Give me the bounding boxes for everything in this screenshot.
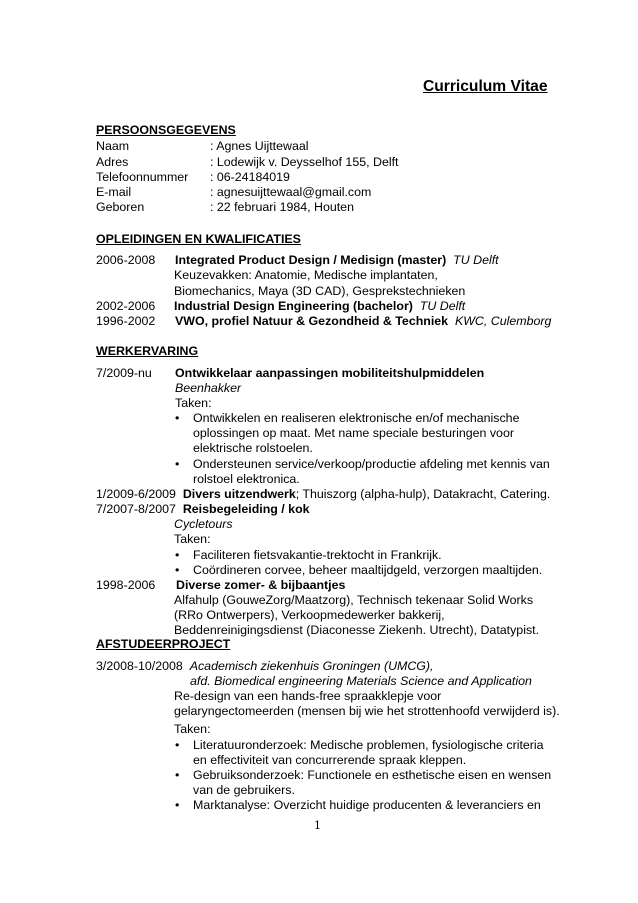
work-title: Reisbegeleiding / kok [182,502,310,516]
personal-value-email: : agnesuijttewaal@gmail.com [210,185,372,199]
graduation-period: 3/2008-10/2008 [96,659,183,673]
document-title: Curriculum Vitae [423,78,548,95]
bullet-icon: • [175,548,180,562]
work-company: Beenhakker [175,381,242,395]
graduation-header [96,659,434,675]
section-heading-education: OPLEIDINGEN EN KWALIFICATIES [96,232,301,246]
education-detail: Biomechanics, Maya (3D CAD), Gesprekstechnieken [174,284,466,298]
graduation-task: van de gebruikers. [193,783,295,797]
bullet-icon: • [175,798,180,812]
work-task: oplossingen op maat. Met name speciale besturingen voor [193,426,514,440]
education-entry [174,299,465,315]
education-institution: TU Delft [453,253,499,267]
graduation-task: Gebruiksonderzoek: Functionele en esthetische eisen en wensen [193,768,552,782]
personal-label-birth: Geboren [96,200,145,214]
education-period: 2002-2006 [96,299,156,313]
work-task: Coördineren corvee, beheer maaltijdgeld, verzorgen maaltijden. [193,563,543,577]
graduation-description: gelaryngectomeerden (mensen bij wie het strottenhoofd verwijderd is). [174,704,560,718]
graduation-tasks-label: Taken: [174,722,211,736]
education-institution: TU Delft [419,299,466,313]
work-detail: (RRo Ontwerpers), Verkoopmedewerker bakkerij, [174,608,445,622]
work-title: Diverse zomer- & bijbaantjes [176,578,346,592]
personal-label-email: E-mail [96,185,132,199]
education-entry [175,253,499,269]
personal-value-phone: : 06-24184019 [210,170,290,184]
work-task: elektrische rolstoelen. [193,441,313,455]
graduation-task: Marktanalyse: Overzicht huidige producenten & leveranciers en [193,798,541,812]
work-company: Cycletours [174,517,233,531]
education-title: Industrial Design Engineering (bachelor) [174,299,413,313]
education-institution: KWC, Culemborg [454,314,552,328]
personal-value-address: : Lodewijk v. Deysselhof 155, Delft [210,155,399,169]
work-entry [96,487,550,503]
education-period: 1996-2002 [96,314,156,328]
work-task: rolstoel elektronica. [193,472,300,486]
graduation-department: afd. Biomedical engineering Materials Science and Application [190,674,532,688]
work-tasks-label: Taken: [174,532,211,546]
work-title: Ontwikkelaar aanpassingen mobiliteitshulpmiddelen [175,366,485,380]
education-period: 2006-2008 [96,253,156,267]
graduation-description: Re-design van een hands-free spraakklepje voor [174,689,442,703]
bullet-icon: • [175,411,180,425]
personal-label-address: Adres [96,155,129,169]
work-detail: Beddenreinigingsdienst (Diaconesse Ziekenh. Utrecht), Datatypist. [174,623,540,637]
work-tasks-label: Taken: [175,396,212,410]
work-task: Ontwikkelen en realiseren elektronische en/of mechanische [193,411,520,425]
work-title: Divers uitzendwerk [182,487,296,501]
personal-value-name: : Agnes Uijttewaal [210,139,309,153]
work-task: Ondersteunen service/verkoop/productie afdeling met kennis van [193,457,550,471]
bullet-icon: • [175,738,180,752]
personal-label-name: Naam [96,139,130,153]
section-heading-graduation: AFSTUDEERPROJECT [96,637,231,651]
personal-value-birth: : 22 februari 1984, Houten [210,200,354,214]
education-title: VWO, profiel Natuur & Gezondheid & Techniek [175,314,449,328]
work-entry [96,502,310,518]
work-period: 7/2007-8/2007 [96,502,176,516]
graduation-task: en effectiviteit van concurrerende spraak kleppen. [193,753,467,767]
bullet-icon: • [175,563,180,577]
section-heading-work: WERKERVARING [96,344,199,358]
work-description: ; Thuiszorg (alpha-hulp), Datakracht, Catering. [295,487,551,501]
work-task: Faciliteren fietsvakantie-trektocht in Frankrijk. [193,548,442,562]
work-detail: Alfahulp (GouweZorg/Maatzorg), Technisch tekenaar Solid Works [174,593,534,607]
page-number: 1 [314,819,321,832]
work-period: 1998-2006 [96,578,156,592]
education-entry [175,314,551,330]
work-period: 1/2009-6/2009 [96,487,176,501]
bullet-icon: • [175,768,180,782]
section-heading-personal: PERSOONSGEGEVENS [96,123,236,137]
education-detail: Keuzevakken: Anatomie, Medische implantaten, [174,268,438,282]
education-title: Integrated Product Design / Medisign (master) [175,253,447,267]
personal-label-phone: Telefoonnummer [96,170,189,184]
bullet-icon: • [175,457,180,471]
work-period: 7/2009-nu [96,366,152,380]
graduation-organization: Academisch ziekenhuis Groningen (UMCG), [189,659,434,673]
graduation-task: Literatuuronderzoek: Medische problemen, fysiologische criteria [193,738,544,752]
